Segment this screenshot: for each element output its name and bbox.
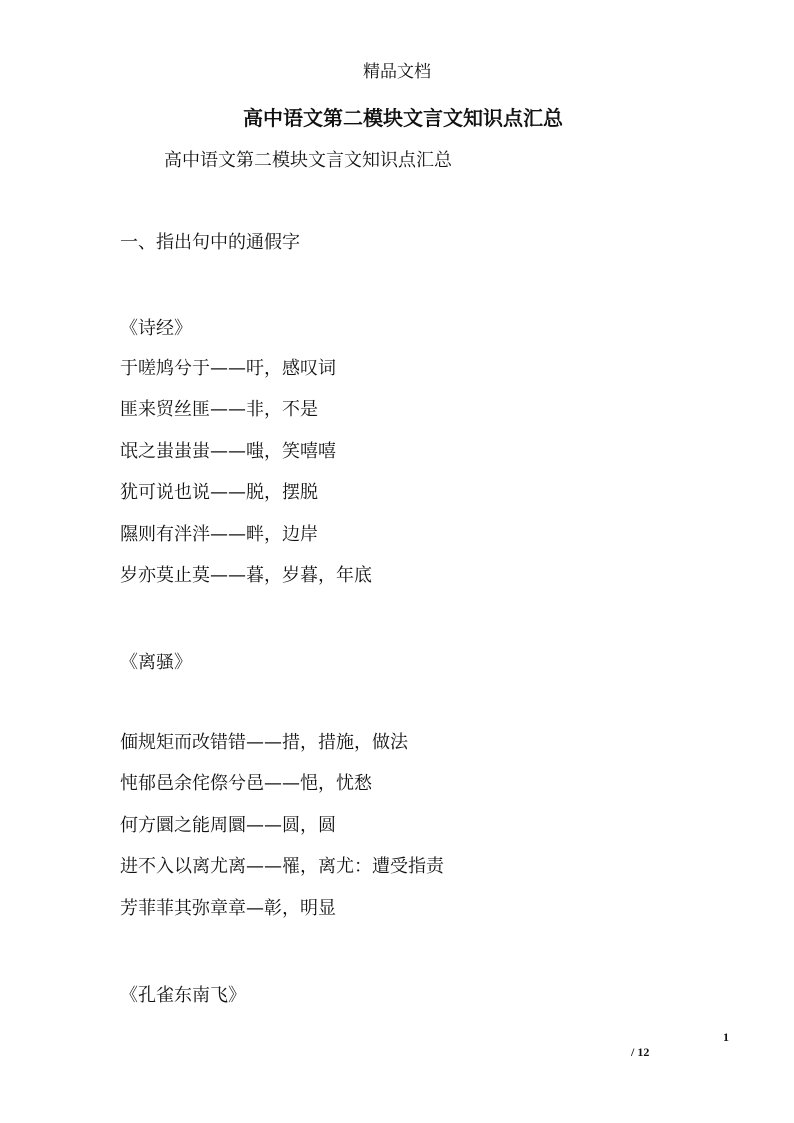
document-subtitle: 高中语文第二模块文言文知识点汇总 [164, 150, 452, 171]
list-item: 何方圜之能周圜——圆，圆 [120, 815, 336, 836]
list-item: 进不入以离尤离——罹，离尤：遭受指责 [120, 856, 444, 877]
list-item: 偭规矩而改错错——措，措施，做法 [120, 732, 408, 753]
list-item: 忳郁邑余侘傺兮邑——悒，忧愁 [120, 773, 372, 794]
book-title-shijing: 《诗经》 [120, 318, 192, 339]
page-total: / 12 [631, 1045, 650, 1059]
book-title-kongque: 《孔雀东南飞》 [120, 985, 246, 1006]
list-item: 芳菲菲其弥章章—彰，明显 [120, 898, 336, 919]
list-item: 隰则有泮泮——畔，边岸 [120, 524, 318, 545]
document-title: 高中语文第二模块文言文知识点汇总 [243, 106, 563, 130]
page-header-watermark: 精品文档 [363, 62, 431, 82]
list-item: 于嗟鸠兮于——吁，感叹词 [120, 358, 336, 379]
list-item: 氓之蚩蚩蚩——嗤，笑嘻嘻 [120, 441, 336, 462]
list-item: 匪来贸丝匪——非，不是 [120, 399, 318, 420]
list-item: 犹可说也说——脱，摆脱 [120, 482, 318, 503]
page-number: 1 [723, 1030, 729, 1044]
book-title-lisao: 《离骚》 [120, 652, 192, 673]
list-item: 岁亦莫止莫——暮，岁暮，年底 [120, 565, 372, 586]
section-heading: 一、指出句中的通假字 [120, 232, 300, 253]
